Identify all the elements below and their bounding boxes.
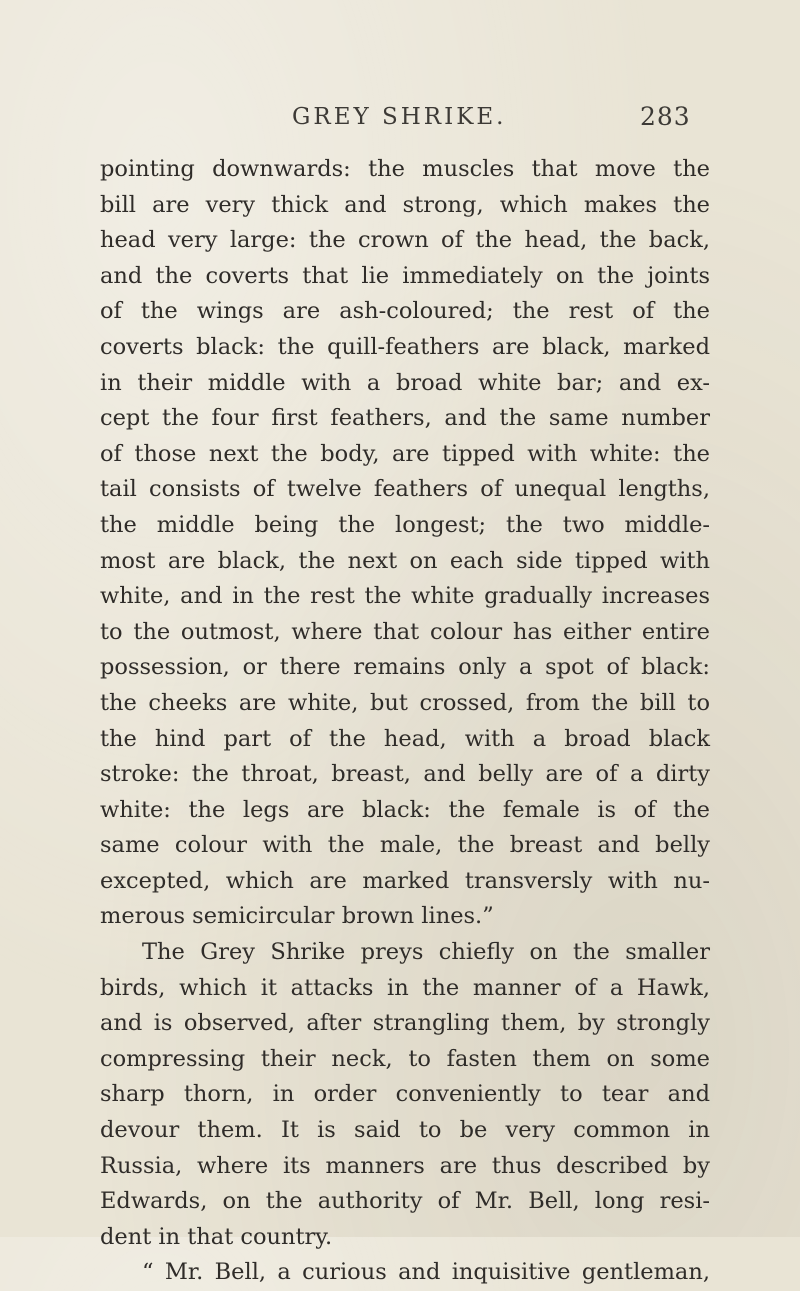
text-line: merous semicircular brown lines.” — [100, 903, 494, 930]
text-line: devour them. It is said to be very common in — [100, 1117, 710, 1144]
running-head — [0, 104, 800, 140]
text-line: most are black, the next on each side tipped with — [100, 547, 710, 574]
text-line: stroke: the throat, breast, and belly are of a dirty — [100, 761, 710, 788]
text-line: same colour with the male, the breast and belly — [100, 832, 710, 859]
text-line: possession, or there remains only a spot of black: — [100, 654, 710, 681]
text-line: the cheeks are white, but crossed, from the bill to — [100, 689, 710, 716]
text-line: white: the legs are black: the female is of the — [100, 796, 710, 823]
text-line: sharp thorn, in order conveniently to tear and — [100, 1081, 710, 1108]
text-line: dent in that country. — [100, 1223, 333, 1250]
text-line: in their middle with a broad white bar; and ex- — [100, 369, 710, 396]
text-line: and the coverts that lie immediately on the joints — [100, 262, 710, 289]
text-line: white, and in the rest the white gradually increases — [100, 583, 710, 610]
text-line: bill are very thick and strong, which makes the — [100, 191, 710, 218]
paragraph-start: The Grey Shrike preys chiefly on the smaller — [142, 939, 710, 966]
text-line: excepted, which are marked transversly with nu- — [100, 867, 710, 894]
text-line: pointing downwards: the muscles that move the — [100, 156, 710, 182]
text-line: the middle being the longest; the two middle- — [100, 511, 710, 538]
text-line: compressing their neck, to fasten them on some — [100, 1045, 710, 1072]
text-line: and is observed, after strangling them, by strongly — [100, 1010, 710, 1037]
text-line: Russia, where its manners are thus described by — [100, 1152, 710, 1179]
text-line: of the wings are ash-coloured; the rest of the — [100, 298, 710, 325]
text-line: Edwards, on the authority of Mr. Bell, long resi- — [100, 1188, 710, 1215]
text-line: tail consists of twelve feathers of unequal lengths, — [100, 476, 710, 503]
page-number: 283 — [640, 102, 691, 131]
text-line: the hind part of the head, with a broad black — [100, 725, 710, 752]
body-text — [100, 152, 710, 1291]
text-line: coverts black: the quill-feathers are black, marked — [100, 333, 710, 360]
paragraph-start: “ Mr. Bell, a curious and inquisitive gentleman, — [142, 1259, 710, 1286]
text-line: cept the four first feathers, and the same number — [100, 405, 710, 432]
text-line: to the outmost, where that colour has either entire — [100, 618, 710, 645]
text-line: head very large: the crown of the head, the back, — [100, 227, 710, 254]
text-line: birds, which it attacks in the manner of a Hawk, — [100, 974, 710, 1001]
running-title: GREY SHRIKE. — [292, 104, 507, 130]
text-line: of those next the body, are tipped with white: the — [100, 440, 710, 467]
